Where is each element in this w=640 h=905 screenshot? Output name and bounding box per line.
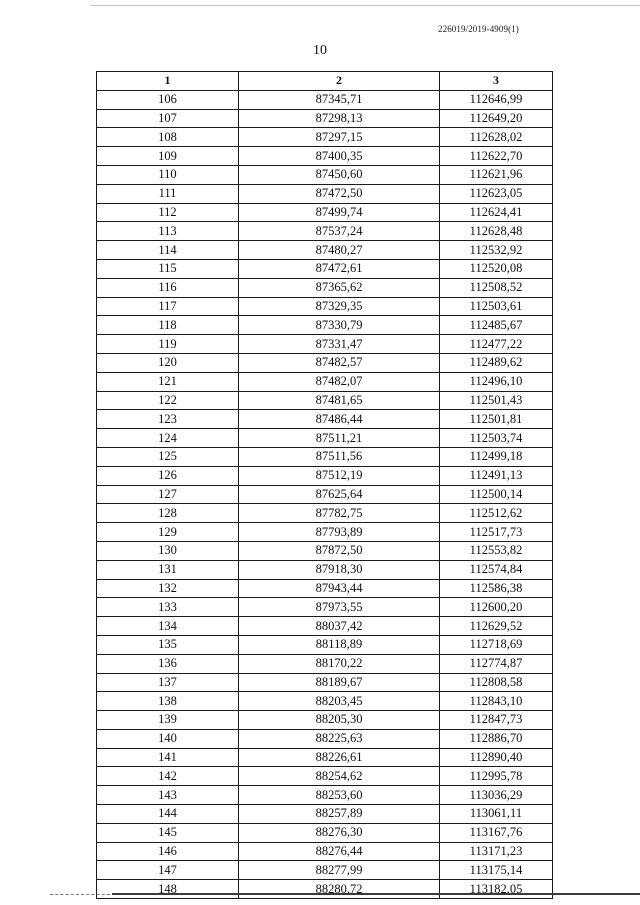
y-coordinate-cell: 112477,22 <box>440 335 553 354</box>
y-coordinate-cell: 112496,10 <box>440 372 553 391</box>
y-coordinate-cell: 112517,73 <box>440 523 553 542</box>
document-reference: 226019/2019-4909(1) <box>438 24 519 34</box>
x-coordinate-cell: 87537,24 <box>239 222 440 241</box>
x-coordinate-cell: 87943,44 <box>239 579 440 598</box>
y-coordinate-cell: 112623,05 <box>440 184 553 203</box>
x-coordinate-cell: 87793,89 <box>239 523 440 542</box>
table-row <box>97 654 553 673</box>
point-number-cell: 131 <box>97 560 239 579</box>
y-coordinate-cell: 112586,38 <box>440 579 553 598</box>
x-coordinate-cell: 87329,35 <box>239 297 440 316</box>
point-number-cell: 116 <box>97 278 239 297</box>
point-number-cell: 111 <box>97 184 239 203</box>
table-row <box>97 353 553 372</box>
y-coordinate-cell: 112843,10 <box>440 692 553 711</box>
table-row <box>97 147 553 166</box>
table-header-row <box>97 72 553 91</box>
point-number-cell: 109 <box>97 147 239 166</box>
coordinates-table <box>96 71 553 899</box>
table-row <box>97 617 553 636</box>
x-coordinate-cell: 87973,55 <box>239 598 440 617</box>
point-number-cell: 122 <box>97 391 239 410</box>
point-number-cell: 140 <box>97 729 239 748</box>
bottom-divider <box>112 893 640 895</box>
bottom-scan-mark <box>50 894 110 895</box>
table-row <box>97 485 553 504</box>
y-coordinate-cell: 112485,67 <box>440 316 553 335</box>
x-coordinate-cell: 88118,89 <box>239 635 440 654</box>
table-row <box>97 222 553 241</box>
x-coordinate-cell: 88170,22 <box>239 654 440 673</box>
point-number-cell: 130 <box>97 541 239 560</box>
y-coordinate-cell: 112624,41 <box>440 203 553 222</box>
table-row <box>97 335 553 354</box>
table-row <box>97 241 553 260</box>
y-coordinate-cell: 112622,70 <box>440 147 553 166</box>
point-number-cell: 142 <box>97 767 239 786</box>
table-row <box>97 767 553 786</box>
y-coordinate-cell: 112886,70 <box>440 729 553 748</box>
x-coordinate-cell: 87472,50 <box>239 184 440 203</box>
table-row <box>97 184 553 203</box>
table-row <box>97 579 553 598</box>
x-coordinate-cell: 87511,56 <box>239 447 440 466</box>
x-coordinate-cell: 87918,30 <box>239 560 440 579</box>
y-coordinate-cell: 112503,74 <box>440 429 553 448</box>
point-number-cell: 139 <box>97 711 239 730</box>
column-header-2: 2 <box>239 72 440 91</box>
table-row <box>97 635 553 654</box>
point-number-cell: 119 <box>97 335 239 354</box>
point-number-cell: 128 <box>97 504 239 523</box>
x-coordinate-cell: 87331,47 <box>239 335 440 354</box>
point-number-cell: 136 <box>97 654 239 673</box>
table-row <box>97 391 553 410</box>
y-coordinate-cell: 112512,62 <box>440 504 553 523</box>
point-number-cell: 118 <box>97 316 239 335</box>
table-row <box>97 673 553 692</box>
point-number-cell: 113 <box>97 222 239 241</box>
point-number-cell: 138 <box>97 692 239 711</box>
y-coordinate-cell: 112500,14 <box>440 485 553 504</box>
table-row <box>97 297 553 316</box>
y-coordinate-cell: 112629,52 <box>440 617 553 636</box>
x-coordinate-cell: 87297,15 <box>239 128 440 147</box>
y-coordinate-cell: 112501,81 <box>440 410 553 429</box>
point-number-cell: 148 <box>97 880 239 899</box>
point-number-cell: 145 <box>97 823 239 842</box>
x-coordinate-cell: 88276,30 <box>239 823 440 842</box>
y-coordinate-cell: 112508,52 <box>440 278 553 297</box>
x-coordinate-cell: 87482,07 <box>239 372 440 391</box>
table-row <box>97 823 553 842</box>
point-number-cell: 126 <box>97 466 239 485</box>
x-coordinate-cell: 88254,62 <box>239 767 440 786</box>
point-number-cell: 114 <box>97 241 239 260</box>
table-row <box>97 523 553 542</box>
y-coordinate-cell: 112808,58 <box>440 673 553 692</box>
point-number-cell: 120 <box>97 353 239 372</box>
y-coordinate-cell: 112491,13 <box>440 466 553 485</box>
x-coordinate-cell: 88280,72 <box>239 880 440 899</box>
point-number-cell: 147 <box>97 861 239 880</box>
x-coordinate-cell: 88226,61 <box>239 748 440 767</box>
x-coordinate-cell: 87330,79 <box>239 316 440 335</box>
y-coordinate-cell: 113182,05 <box>440 880 553 899</box>
table-row <box>97 466 553 485</box>
x-coordinate-cell: 87365,62 <box>239 278 440 297</box>
point-number-cell: 108 <box>97 128 239 147</box>
y-coordinate-cell: 112718,69 <box>440 635 553 654</box>
x-coordinate-cell: 87486,44 <box>239 410 440 429</box>
x-coordinate-cell: 88205,30 <box>239 711 440 730</box>
y-coordinate-cell: 112628,02 <box>440 128 553 147</box>
y-coordinate-cell: 112489,62 <box>440 353 553 372</box>
table-row <box>97 278 553 297</box>
point-number-cell: 132 <box>97 579 239 598</box>
table-row <box>97 560 553 579</box>
x-coordinate-cell: 88037,42 <box>239 617 440 636</box>
point-number-cell: 117 <box>97 297 239 316</box>
table-row <box>97 805 553 824</box>
point-number-cell: 127 <box>97 485 239 504</box>
point-number-cell: 110 <box>97 165 239 184</box>
table-row <box>97 598 553 617</box>
table-row <box>97 410 553 429</box>
y-coordinate-cell: 113061,11 <box>440 805 553 824</box>
x-coordinate-cell: 87400,35 <box>239 147 440 166</box>
table-row <box>97 203 553 222</box>
x-coordinate-cell: 88203,45 <box>239 692 440 711</box>
y-coordinate-cell: 113036,29 <box>440 786 553 805</box>
y-coordinate-cell: 112600,20 <box>440 598 553 617</box>
point-number-cell: 146 <box>97 842 239 861</box>
point-number-cell: 121 <box>97 372 239 391</box>
x-coordinate-cell: 88225,63 <box>239 729 440 748</box>
table-row <box>97 786 553 805</box>
y-coordinate-cell: 112553,82 <box>440 541 553 560</box>
point-number-cell: 143 <box>97 786 239 805</box>
y-coordinate-cell: 112774,87 <box>440 654 553 673</box>
x-coordinate-cell: 87511,21 <box>239 429 440 448</box>
y-coordinate-cell: 113175,14 <box>440 861 553 880</box>
y-coordinate-cell: 112890,40 <box>440 748 553 767</box>
y-coordinate-cell: 112503,61 <box>440 297 553 316</box>
point-number-cell: 106 <box>97 90 239 109</box>
table-row <box>97 748 553 767</box>
table-row <box>97 372 553 391</box>
point-number-cell: 137 <box>97 673 239 692</box>
table-row <box>97 429 553 448</box>
point-number-cell: 124 <box>97 429 239 448</box>
table-row <box>97 842 553 861</box>
x-coordinate-cell: 88189,67 <box>239 673 440 692</box>
y-coordinate-cell: 112649,20 <box>440 109 553 128</box>
point-number-cell: 134 <box>97 617 239 636</box>
x-coordinate-cell: 87625,64 <box>239 485 440 504</box>
table-row <box>97 880 553 899</box>
table-row <box>97 165 553 184</box>
x-coordinate-cell: 87872,50 <box>239 541 440 560</box>
point-number-cell: 125 <box>97 447 239 466</box>
table-row <box>97 711 553 730</box>
column-header-3: 3 <box>440 72 553 91</box>
table-row <box>97 861 553 880</box>
table-row <box>97 447 553 466</box>
x-coordinate-cell: 87481,65 <box>239 391 440 410</box>
y-coordinate-cell: 112532,92 <box>440 241 553 260</box>
y-coordinate-cell: 112574,84 <box>440 560 553 579</box>
x-coordinate-cell: 88253,60 <box>239 786 440 805</box>
x-coordinate-cell: 87782,75 <box>239 504 440 523</box>
point-number-cell: 141 <box>97 748 239 767</box>
table-body <box>97 90 553 898</box>
table-row <box>97 729 553 748</box>
y-coordinate-cell: 112628,48 <box>440 222 553 241</box>
x-coordinate-cell: 87472,61 <box>239 259 440 278</box>
table-row <box>97 316 553 335</box>
y-coordinate-cell: 113167,76 <box>440 823 553 842</box>
y-coordinate-cell: 112646,99 <box>440 90 553 109</box>
table-row <box>97 692 553 711</box>
point-number-cell: 107 <box>97 109 239 128</box>
table-row <box>97 128 553 147</box>
point-number-cell: 112 <box>97 203 239 222</box>
x-coordinate-cell: 87512,19 <box>239 466 440 485</box>
table-row <box>97 90 553 109</box>
table-row <box>97 259 553 278</box>
point-number-cell: 144 <box>97 805 239 824</box>
y-coordinate-cell: 112847,73 <box>440 711 553 730</box>
x-coordinate-cell: 87298,13 <box>239 109 440 128</box>
x-coordinate-cell: 88277,99 <box>239 861 440 880</box>
x-coordinate-cell: 87480,27 <box>239 241 440 260</box>
table-row <box>97 541 553 560</box>
point-number-cell: 123 <box>97 410 239 429</box>
x-coordinate-cell: 88276,44 <box>239 842 440 861</box>
column-header-1: 1 <box>97 72 239 91</box>
y-coordinate-cell: 112995,78 <box>440 767 553 786</box>
point-number-cell: 129 <box>97 523 239 542</box>
x-coordinate-cell: 87450,60 <box>239 165 440 184</box>
table-row <box>97 504 553 523</box>
x-coordinate-cell: 87345,71 <box>239 90 440 109</box>
y-coordinate-cell: 112499,18 <box>440 447 553 466</box>
y-coordinate-cell: 113171,23 <box>440 842 553 861</box>
table-row <box>97 109 553 128</box>
point-number-cell: 133 <box>97 598 239 617</box>
x-coordinate-cell: 87482,57 <box>239 353 440 372</box>
point-number-cell: 115 <box>97 259 239 278</box>
y-coordinate-cell: 112501,43 <box>440 391 553 410</box>
page-number: 10 <box>313 43 327 58</box>
x-coordinate-cell: 87499,74 <box>239 203 440 222</box>
top-divider <box>90 5 640 6</box>
y-coordinate-cell: 112621,96 <box>440 165 553 184</box>
x-coordinate-cell: 88257,89 <box>239 805 440 824</box>
point-number-cell: 135 <box>97 635 239 654</box>
y-coordinate-cell: 112520,08 <box>440 259 553 278</box>
